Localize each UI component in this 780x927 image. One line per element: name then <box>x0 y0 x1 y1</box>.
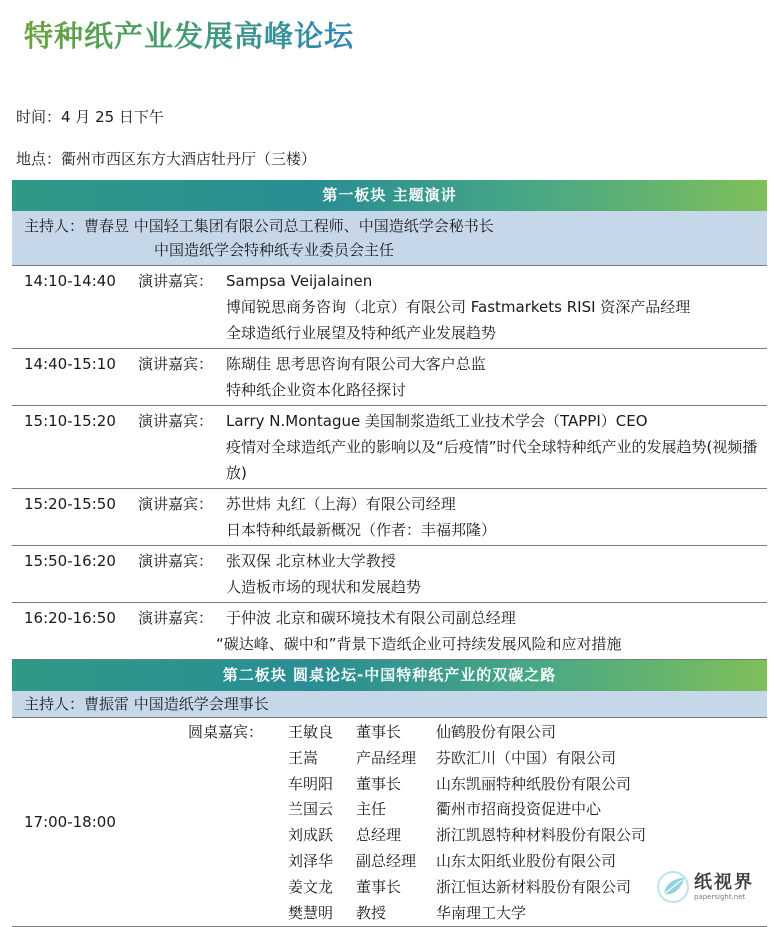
talk-speaker: 苏世炜 丸红（上海）有限公司经理 <box>226 495 456 513</box>
section1-header: 第一板块 主题演讲 <box>12 180 767 211</box>
talk-row <box>12 546 767 603</box>
talk-time: 14:40-15:10 <box>24 355 116 373</box>
panelist-company: 仙鹤股份有限公司 <box>436 723 557 741</box>
talk-time: 15:10-15:20 <box>24 412 116 430</box>
talk-topic: 全球造纸行业展望及特种纸产业发展趋势 <box>226 324 497 342</box>
talk-affiliation: 博闻锐思商务咨询（北京）有限公司 Fastmarkets RISI 资深产品经理 <box>226 298 691 316</box>
panelist-title: 产品经理 <box>356 748 417 767</box>
panelist-title: 总经理 <box>356 826 402 845</box>
panelist <box>288 797 767 823</box>
talk-topic: 特种纸企业资本化路径探讨 <box>226 381 407 399</box>
section2-header: 第二板块 圆桌论坛-中国特种纸产业的双碳之路 <box>12 660 767 691</box>
panelist-company: 山东凯丽特种纸股份有限公司 <box>436 774 632 793</box>
panelist-name: 车明阳 <box>288 774 334 793</box>
schedule-table <box>12 180 767 927</box>
section1-host <box>12 211 767 266</box>
talk-row <box>12 603 767 660</box>
talk-speaker: 于仲波 北京和碳环境技术有限公司副总经理 <box>226 609 516 627</box>
speaker-label: 演讲嘉宾： <box>138 272 214 290</box>
talk-row <box>12 406 767 489</box>
talk-speaker: Sampsa Veijalainen <box>226 272 373 290</box>
panelist-name: 兰国云 <box>288 800 334 819</box>
panelist <box>288 772 767 798</box>
talk-speaker: Larry N.Montague 美国制浆造纸工业技术学会（TAPPI）CEO <box>226 412 648 430</box>
logo-leaf-icon <box>656 870 690 904</box>
panelist-title: 主任 <box>356 800 387 819</box>
section2-host: 主持人：曹振雷 中国造纸学会理事长 <box>12 691 767 718</box>
watermark-logo <box>656 865 774 909</box>
speaker-label: 演讲嘉宾： <box>138 412 214 430</box>
speaker-label: 演讲嘉宾： <box>138 495 214 513</box>
talk-row <box>12 266 767 349</box>
roundtable-time: 17:00-18:00 <box>24 813 116 832</box>
speaker-label: 演讲嘉宾： <box>138 552 214 570</box>
panelist-title: 董事长 <box>356 877 402 896</box>
panel-label: 圆桌嘉宾： <box>188 723 264 741</box>
panelist-name: 王嵩 <box>288 748 319 767</box>
talk-time: 15:50-16:20 <box>24 552 116 570</box>
panelist-company: 华南理工大学 <box>436 903 527 922</box>
panelist-name: 王敏良 <box>288 723 334 741</box>
panelist-company: 浙江恒达新材料股份有限公司 <box>436 877 632 896</box>
panelist-name: 樊慧明 <box>288 903 334 922</box>
panelist <box>288 823 767 849</box>
panelist-name: 刘泽华 <box>288 851 334 870</box>
talk-speaker: 陈瑚佳 思考思咨询有限公司大客户总监 <box>226 355 486 373</box>
roundtable-row <box>12 718 767 927</box>
talk-speaker: 张双保 北京林业大学教授 <box>226 552 396 570</box>
panelist-name: 姜文龙 <box>288 877 334 896</box>
panelist-company: 衢州市招商投资促进中心 <box>436 800 602 819</box>
panelist-title: 董事长 <box>356 774 402 793</box>
event-time: 时间：4 月 25 日下午 <box>16 108 164 126</box>
talk-topic: 疫情对全球造纸产业的影响以及“后疫情”时代全球特种纸产业的发展趋势(视频播放) <box>226 438 758 482</box>
panelist <box>288 720 767 746</box>
talk-topic: 人造板市场的现状和发展趋势 <box>226 578 422 596</box>
panelist-title: 董事长 <box>356 723 402 741</box>
logo-text-cn: 纸视界 <box>694 871 754 893</box>
talk-row <box>12 489 767 546</box>
host-line1: 主持人：曹春昱 中国轻工集团有限公司总工程师、中国造纸学会秘书长 <box>24 217 494 235</box>
panelist-title: 副总经理 <box>356 851 417 870</box>
talk-row <box>12 349 767 406</box>
host-line2: 中国造纸学会特种纸专业委员会主任 <box>154 241 395 259</box>
panelist-title: 教授 <box>356 903 387 922</box>
page-title: 特种纸产业发展高峰论坛 <box>24 14 354 55</box>
talk-topic: 日本特种纸最新概况（作者：丰福邦隆） <box>226 521 497 539</box>
talk-time: 14:10-14:40 <box>24 272 116 290</box>
speaker-label: 演讲嘉宾： <box>138 609 214 627</box>
talk-time: 16:20-16:50 <box>24 609 116 627</box>
talk-time: 15:20-15:50 <box>24 495 116 513</box>
speaker-label: 演讲嘉宾： <box>138 355 214 373</box>
logo-text-en: papersight.net <box>694 892 746 901</box>
panelist-company: 山东太阳纸业股份有限公司 <box>436 851 617 870</box>
talk-topic: “碳达峰、碳中和”背景下造纸企业可持续发展风险和应对措施 <box>216 635 622 653</box>
event-location: 地点：衢州市西区东方大酒店牡丹厅（三楼） <box>16 150 317 168</box>
panelist <box>288 746 767 772</box>
panelist-company: 浙江凯恩特种材料股份有限公司 <box>436 826 647 845</box>
panelist-name: 刘成跃 <box>288 826 334 845</box>
panelist-company: 芬欧汇川（中国）有限公司 <box>436 748 617 767</box>
